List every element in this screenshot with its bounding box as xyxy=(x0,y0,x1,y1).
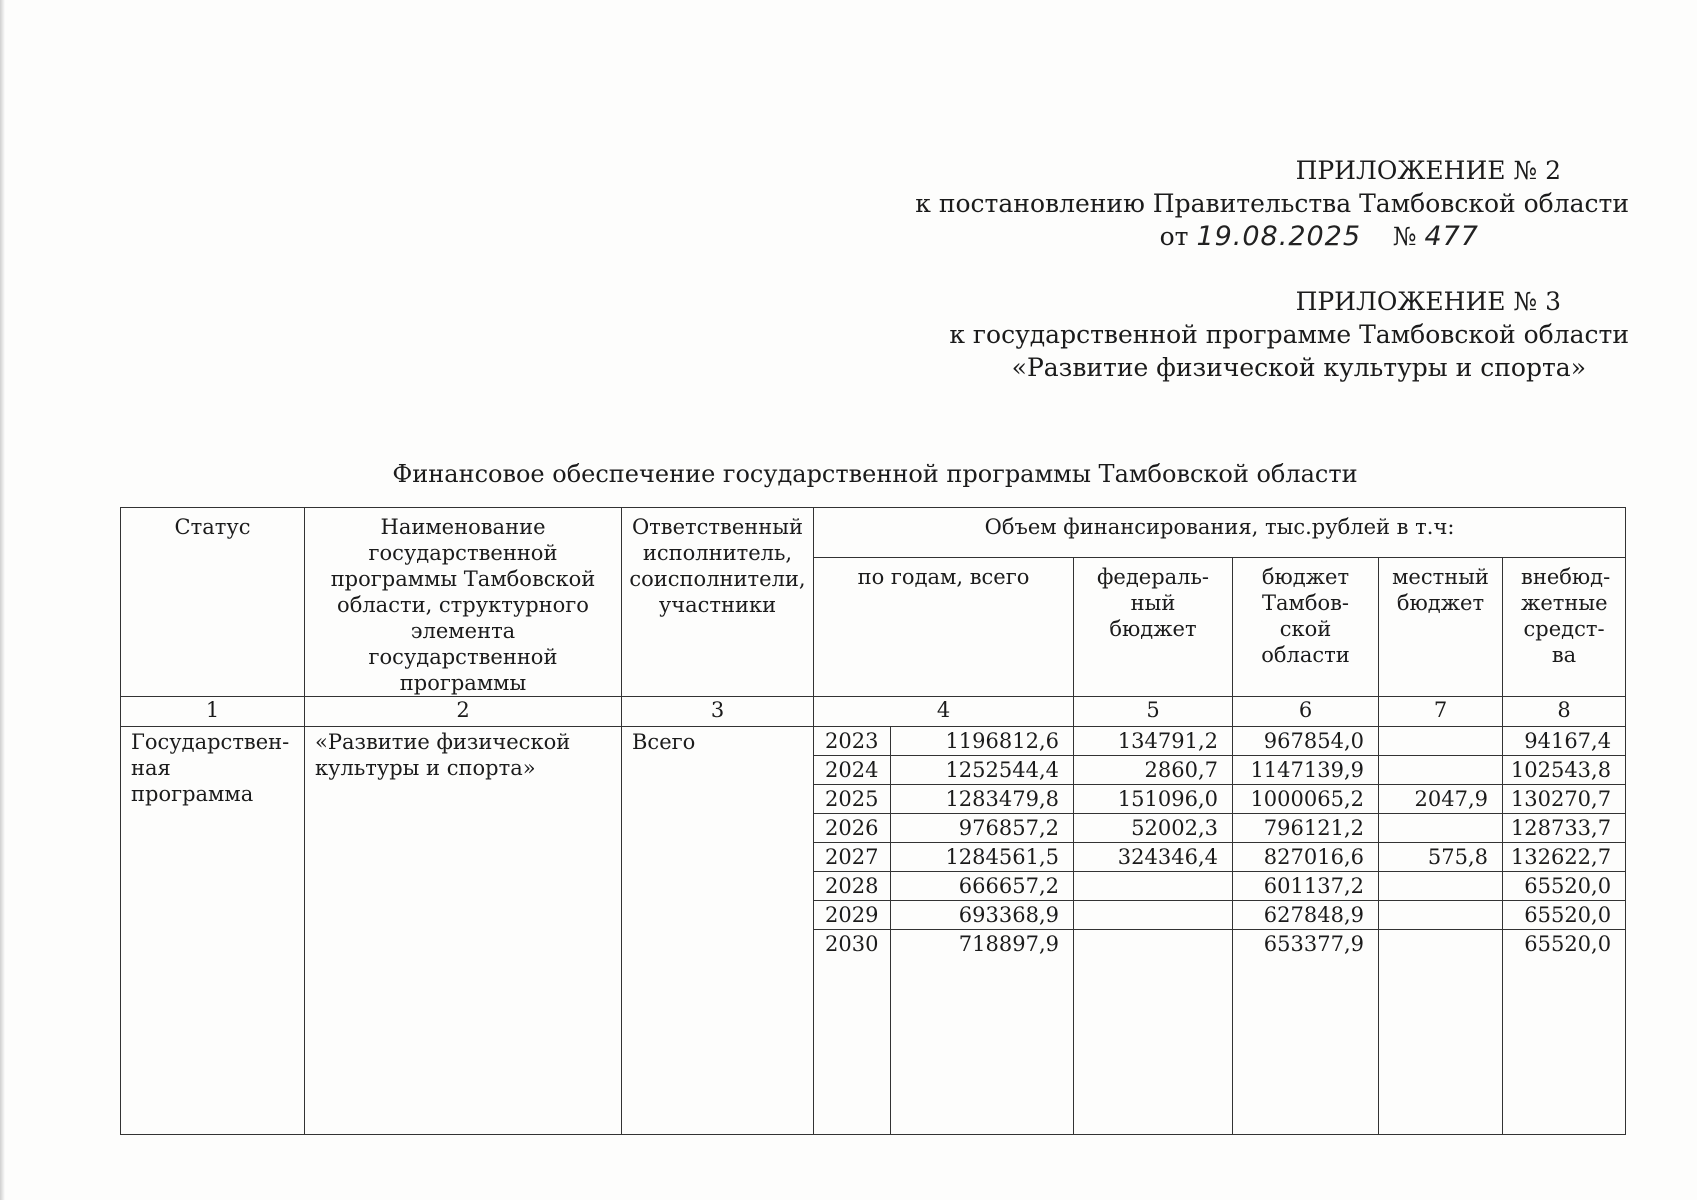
appendix-2-date-line xyxy=(915,220,1479,253)
empty-cell xyxy=(1379,958,1503,1135)
total-cell: 1196812,6 xyxy=(891,727,1074,756)
table-row xyxy=(121,727,1626,756)
local-cell xyxy=(1379,727,1503,756)
federal-cell: 52002,3 xyxy=(1074,814,1233,843)
empty-cell xyxy=(1074,958,1233,1135)
header-local: местный бюджет xyxy=(1379,558,1503,697)
appendix-2-title: ПРИЛОЖЕНИЕ № 2 xyxy=(1295,156,1561,185)
header-by-years: по годам, всего xyxy=(814,558,1074,697)
total-cell: 693368,9 xyxy=(891,901,1074,930)
empty-cell xyxy=(1503,958,1626,1135)
year-cell: 2025 xyxy=(814,785,891,814)
header-status: Статус xyxy=(121,508,305,697)
regional-cell: 627848,9 xyxy=(1233,901,1379,930)
extra-cell: 65520,0 xyxy=(1503,872,1626,901)
regional-cell: 827016,6 xyxy=(1233,843,1379,872)
column-number: 2 xyxy=(305,697,622,727)
year-cell: 2023 xyxy=(814,727,891,756)
appendix-3-title: ПРИЛОЖЕНИЕ № 3 xyxy=(1295,287,1561,316)
total-cell: 976857,2 xyxy=(891,814,1074,843)
local-cell xyxy=(1379,901,1503,930)
appendix-2-line2: к постановлению Правительства Тамбовской области xyxy=(915,189,1629,218)
local-cell xyxy=(1379,756,1503,785)
appendix-3-line2: к государственной программе Тамбовской области xyxy=(949,320,1629,349)
regional-cell: 1147139,9 xyxy=(1233,756,1379,785)
appendix-2-block xyxy=(915,154,1629,253)
extra-cell: 94167,4 xyxy=(1503,727,1626,756)
executor-cell: Всего xyxy=(622,727,814,1135)
year-cell: 2026 xyxy=(814,814,891,843)
local-cell: 2047,9 xyxy=(1379,785,1503,814)
header-name: Наименование государственной программы Тамбовской области, структурного элемента государственной программы xyxy=(305,508,622,697)
column-number-row xyxy=(121,697,1626,727)
year-cell: 2030 xyxy=(814,930,891,959)
financing-table xyxy=(120,507,1626,1135)
total-cell: 1284561,5 xyxy=(891,843,1074,872)
header-executor: Ответственный исполнитель, соисполнители, участники xyxy=(622,508,814,697)
status-cell: Государствен-ная программа xyxy=(121,727,305,1135)
column-number: 4 xyxy=(814,697,1074,727)
program-name-cell: «Развитие физической культуры и спорта» xyxy=(305,727,622,1135)
header-row-1 xyxy=(121,508,1626,558)
local-cell: 575,8 xyxy=(1379,843,1503,872)
column-number: 6 xyxy=(1233,697,1379,727)
column-number: 3 xyxy=(622,697,814,727)
handwritten-date: 19.08.2025 xyxy=(1196,221,1362,252)
regional-cell: 1000065,2 xyxy=(1233,785,1379,814)
column-number: 7 xyxy=(1379,697,1503,727)
local-cell xyxy=(1379,872,1503,901)
empty-cell xyxy=(1233,958,1379,1135)
total-cell: 718897,9 xyxy=(891,930,1074,959)
federal-cell: 324346,4 xyxy=(1074,843,1233,872)
total-cell: 1283479,8 xyxy=(891,785,1074,814)
local-cell xyxy=(1379,814,1503,843)
federal-cell xyxy=(1074,872,1233,901)
from-label: от xyxy=(1159,222,1189,251)
extra-cell: 102543,8 xyxy=(1503,756,1626,785)
header-funding: Объем финансирования, тыс.рублей в т.ч: xyxy=(814,508,1626,558)
header-regional: бюджет Тамбов-ской области xyxy=(1233,558,1379,697)
empty-cell xyxy=(891,958,1074,1135)
appendix-3-line3: «Развитие физической культуры и спорта» xyxy=(1011,353,1586,382)
year-cell: 2027 xyxy=(814,843,891,872)
column-number: 1 xyxy=(121,697,305,727)
regional-cell: 653377,9 xyxy=(1233,930,1379,959)
year-cell: 2029 xyxy=(814,901,891,930)
total-cell: 666657,2 xyxy=(891,872,1074,901)
header-extra: внебюд-жетные средст-ва xyxy=(1503,558,1626,697)
document-title: Финансовое обеспечение государственной программы Тамбовской области xyxy=(392,460,1358,488)
regional-cell: 967854,0 xyxy=(1233,727,1379,756)
scan-edge xyxy=(0,0,5,1200)
federal-cell: 2860,7 xyxy=(1074,756,1233,785)
extra-cell: 130270,7 xyxy=(1503,785,1626,814)
column-number: 8 xyxy=(1503,697,1626,727)
federal-cell: 134791,2 xyxy=(1074,727,1233,756)
header-federal: федераль-ный бюджет xyxy=(1074,558,1233,697)
federal-cell: 151096,0 xyxy=(1074,785,1233,814)
appendix-3-block xyxy=(949,285,1629,384)
extra-cell: 65520,0 xyxy=(1503,930,1626,959)
year-cell: 2024 xyxy=(814,756,891,785)
empty-cell xyxy=(814,958,891,1135)
extra-cell: 132622,7 xyxy=(1503,843,1626,872)
handwritten-number: 477 xyxy=(1424,221,1479,252)
local-cell xyxy=(1379,930,1503,959)
total-cell: 1252544,4 xyxy=(891,756,1074,785)
year-cell: 2028 xyxy=(814,872,891,901)
federal-cell xyxy=(1074,930,1233,959)
extra-cell: 65520,0 xyxy=(1503,901,1626,930)
number-label: № xyxy=(1392,222,1417,251)
column-number: 5 xyxy=(1074,697,1233,727)
regional-cell: 796121,2 xyxy=(1233,814,1379,843)
federal-cell xyxy=(1074,901,1233,930)
regional-cell: 601137,2 xyxy=(1233,872,1379,901)
extra-cell: 128733,7 xyxy=(1503,814,1626,843)
